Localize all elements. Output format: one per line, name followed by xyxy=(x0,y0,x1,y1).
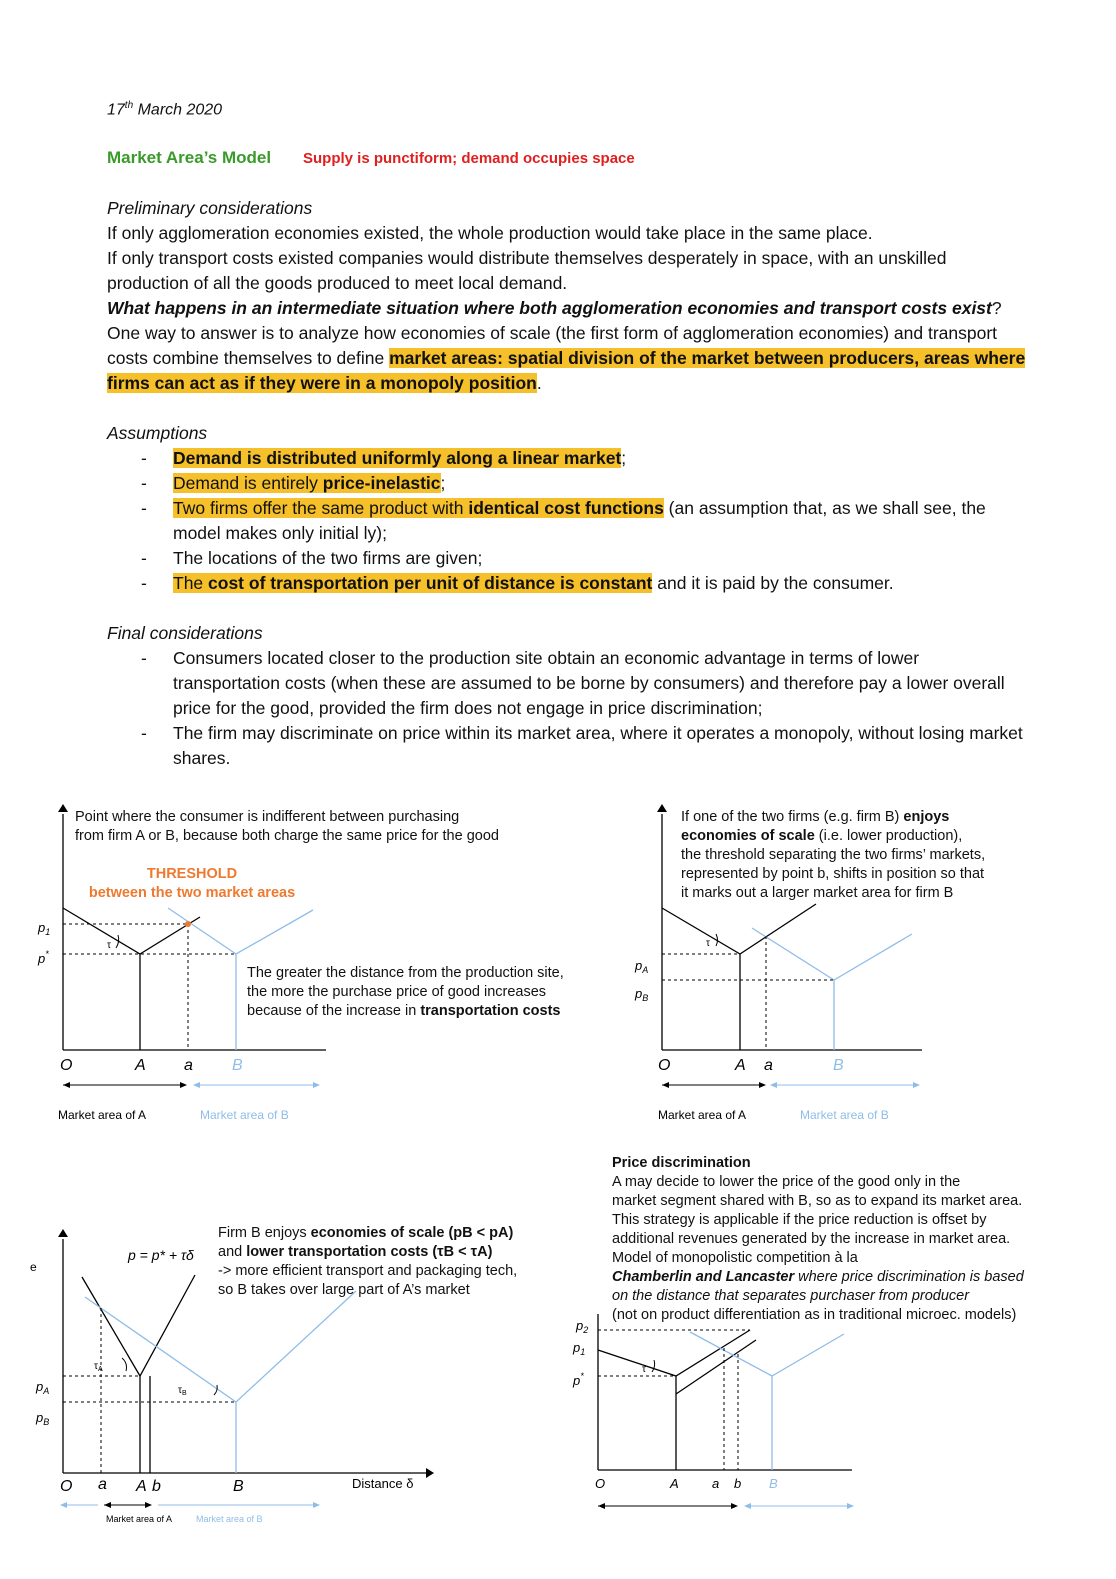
date: 17th March 2020 xyxy=(107,100,223,119)
threshold-subtitle: between the two market areas xyxy=(88,885,296,901)
fig1-note-line: Point where the consumer is indifferent between purchasing xyxy=(75,809,460,825)
fig1-desc-line: because of the increase in transportation costs xyxy=(247,1003,561,1019)
fig3-b-firm-label: B xyxy=(233,1478,244,1495)
fig2-b-firm-label: B xyxy=(833,1057,844,1074)
fig2-note-line: economies of scale (i.e. lower production), xyxy=(681,828,963,844)
fig4-note-line: A may decide to lower the price of the good only in the xyxy=(612,1174,961,1190)
final-section xyxy=(107,621,1027,771)
fig3-note-line: so B takes over large part of A’s market xyxy=(218,1282,470,1298)
fig1-origin-label: O xyxy=(60,1057,73,1074)
list-item: - The firm may discriminate on price within its market area, where it operates a monopoly, without losing market shares. xyxy=(107,721,1027,771)
fig2-note-line: If one of the two firms (e.g. firm B) enjoys xyxy=(681,809,950,825)
page-title: Market Area’s Model xyxy=(107,148,272,167)
fig2-area-a-label: Market area of A xyxy=(658,1108,747,1122)
fig2-pa-label: $p_A$ xyxy=(635,958,649,975)
fig2-area-b-label: Market area of B xyxy=(800,1108,889,1122)
fig1-threshold-point xyxy=(185,921,191,927)
fig3-tau-b-label: $\tau_B$ xyxy=(178,1385,187,1397)
fig2-a-firm-label: A xyxy=(735,1057,746,1074)
fig3-pa-label: $p_A$ xyxy=(36,1379,50,1396)
fig2-threshold-label: a xyxy=(764,1057,773,1074)
preliminary-line-2: If only transport costs existed companies would distribute themselves desperately in space, with an unskilled production of all the goods produced to meet local demand. xyxy=(107,248,947,293)
fig3-a-label: a xyxy=(98,1476,107,1493)
fig2-diagram xyxy=(600,800,930,1130)
fig1-price-line-a xyxy=(63,908,200,954)
fig3-b-label: b xyxy=(152,1478,161,1495)
fig2-note-line: it marks out a larger market area for firm B xyxy=(681,885,954,901)
fig3-note-line: and lower transportation costs (τB < τA) xyxy=(218,1244,493,1260)
fig2-note-line: the threshold separating the two firms’ markets, xyxy=(681,847,986,863)
list-item: - Demand is distributed uniformly along a linear market; xyxy=(107,446,1027,471)
page-subtitle: Supply is punctiform; demand occupies space xyxy=(303,150,635,167)
fig4-note-line: (not on product differentiation as in traditional microec. models) xyxy=(612,1307,1017,1323)
list-item: - Consumers located closer to the production site obtain an economic advantage in terms of lower transportation costs (when these are assumed to be borne by consumers) and therefore pay a lower overall price for the good, provided the firm does not engage in price discrimination; xyxy=(107,646,1027,721)
fig4-p1-label: $p_1$ xyxy=(573,1340,586,1357)
fig1-area-b-label: Market area of B xyxy=(200,1108,289,1122)
fig3-origin-label: O xyxy=(60,1478,73,1495)
fig1-note-line: from firm A or B, because both charge the same price for the good xyxy=(75,828,499,844)
fig2-pb-label: $p_B$ xyxy=(635,986,649,1003)
fig1-p1-label: $p_1$ xyxy=(38,920,51,937)
fig4-b-label: b xyxy=(734,1476,742,1491)
fig1-tau-label: τ xyxy=(107,940,111,951)
fig4-p2-label: $p_2$ xyxy=(576,1318,589,1335)
preliminary-question: What happens in an intermediate situation where both agglomeration economies and transport costs exist? One way to answer is to analyze how economies of scale (the first form of agglomeration economies) and transport costs combine themselves to define market areas: spatial division of the market between producers, areas where firms can act as if they were in a monopoly position. xyxy=(107,298,1026,393)
fig3-pb-label: $p_B$ xyxy=(36,1410,50,1427)
fig3-area-b-label: Market area of B xyxy=(196,1514,263,1524)
fig1-desc-line: The greater the distance from the production site, xyxy=(247,965,564,981)
fig3-area-a-label: Market area of A xyxy=(106,1514,173,1524)
fig1-area-a-label: Market area of A xyxy=(58,1108,147,1122)
fig4-note-line: This strategy is applicable if the price reduction is offset by xyxy=(612,1212,987,1228)
fig3-equation: p = p* + τδ xyxy=(128,1247,194,1263)
fig1-desc-line: the more the purchase price of good increases xyxy=(247,984,547,1000)
fig2-note-line: represented by point b, shifts in position so that xyxy=(681,866,985,882)
fig1-diagram xyxy=(0,800,340,1130)
fig4-a-firm-label: A xyxy=(670,1476,679,1491)
assumptions-list xyxy=(107,446,1027,596)
fig1-tau-arc xyxy=(116,935,119,948)
fig4-tau-label: τ xyxy=(642,1364,646,1375)
assumptions-section xyxy=(107,421,1027,596)
preliminary-section xyxy=(107,196,1027,396)
fig3-note-line: Firm B enjoys economies of scale (pB < pA) xyxy=(218,1225,514,1241)
fig1-b-firm-label: B xyxy=(232,1057,243,1074)
fig3-a-firm-label: A xyxy=(136,1478,147,1495)
fig4-origin-label: O xyxy=(595,1476,606,1491)
fig3-x-axis-label: Distance δ xyxy=(352,1476,414,1491)
fig1-pstar-label: p* xyxy=(38,949,49,966)
fig4-note-line: Chamberlin and Lancaster where price discrimination is based xyxy=(612,1269,1024,1285)
fig3-tau-a-label: $\tau_A$ xyxy=(94,1361,103,1373)
list-item: - The locations of the two firms are given; xyxy=(107,546,1027,571)
fig4-note-line: Model of monopolistic competition à la xyxy=(612,1250,858,1266)
list-item: - Two firms offer the same product with identical cost functions (an assumption that, as we shall see, the model makes only initial ly); xyxy=(107,496,1027,546)
list-item: - The cost of transportation per unit of distance is constant and it is paid by the consumer. xyxy=(107,571,1027,596)
fig4-note-line: additional revenues generated by the increase in market area. xyxy=(612,1231,1011,1247)
fig4-note-line: on the distance that separates purchaser from producer xyxy=(612,1288,970,1304)
fig4-note-line: market segment shared with B, so as to expand its market area. xyxy=(612,1193,1023,1209)
preliminary-heading: Preliminary considerations xyxy=(107,198,313,218)
fig4-a-label: a xyxy=(712,1476,720,1491)
list-item: - Demand is entirely price-inelastic; xyxy=(107,471,1027,496)
fig4-pstar-label: p* xyxy=(573,1371,584,1388)
price-discrimination-heading: Price discrimination xyxy=(612,1155,751,1171)
fig4-note xyxy=(612,1154,1102,1325)
threshold-title: THRESHOLD xyxy=(146,866,238,882)
assumptions-heading: Assumptions xyxy=(107,423,208,443)
fig1-price-line-b xyxy=(168,908,313,954)
fig3-edge-letter: e xyxy=(30,1260,37,1274)
final-list xyxy=(107,646,1027,771)
fig1-a-firm-label: A xyxy=(135,1057,146,1074)
fig4-b-firm-label: B xyxy=(769,1476,778,1491)
fig2-tau-label: τ xyxy=(706,938,710,949)
fig4-diagram xyxy=(560,1310,890,1525)
fig2-origin-label: O xyxy=(658,1057,671,1074)
fig1-threshold-a-label: a xyxy=(184,1057,193,1074)
preliminary-line-1: If only agglomeration economies existed, the whole production would take place in the same place. xyxy=(107,223,873,243)
fig3-note-line: -> more efficient transport and packaging tech, xyxy=(218,1263,518,1279)
fig3-diagram xyxy=(0,1225,450,1525)
final-heading: Final considerations xyxy=(107,623,263,643)
fig1-y-arrow xyxy=(58,804,68,812)
